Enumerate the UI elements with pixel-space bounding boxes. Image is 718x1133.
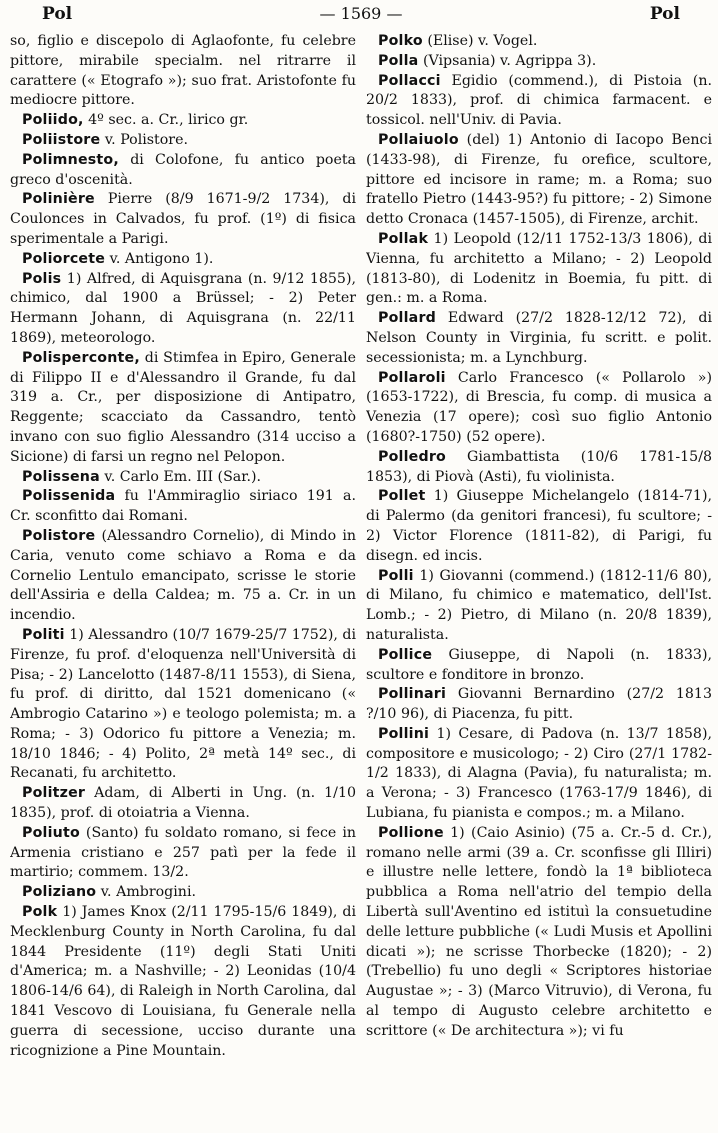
entry-headword: Polimnesto, (22, 151, 119, 168)
entry-headword: Polissenida (22, 488, 116, 505)
header-right-keyword: Pol (649, 4, 680, 24)
dictionary-entry (366, 230, 712, 309)
entry-text: so, figlio e discepolo di Aglaofonte, fu celebre pittore, mirabile specialm. nel ritrarre il carattere (« Etografo »); suo frat. Aristofonte fu mediocre pittore. (10, 33, 356, 109)
dictionary-entry (366, 685, 712, 725)
right-column (366, 32, 712, 1061)
entry-text: 1) Alessandro (10/7 1679-25/7 1752), di Firenze, fu prof. d'eloquenza nell'Università di Pisa; - 2) Lancelotto (1487-8/11 1553), di Siena, fu prof. di diritto, dal 1521 domenicano (« Ambrogio Catarino ») e teologo polemista; m. a Roma; - 3) Odorico fu pittore a Venezia; m. 18/10 1846; - 4) Polito, 2ª metà 14º sec., di Recanati, fu architetto. (10, 626, 356, 782)
entry-text: v. Ambrogini. (96, 884, 196, 901)
dictionary-entry (366, 567, 712, 646)
entry-text: v. Carlo Em. III (Sar.). (99, 468, 262, 485)
entry-headword: Polissena (22, 468, 100, 485)
dictionary-entry (366, 487, 712, 566)
dictionary-entry (10, 784, 356, 824)
dictionary-entry (10, 824, 356, 883)
dictionary-entry (366, 309, 712, 368)
dictionary-entry (366, 725, 712, 824)
dictionary-entry (10, 626, 356, 784)
dictionary-entry (10, 349, 356, 468)
entry-text: Adam, di Alberti in Ung. (n. 1/10 1835), prof. di otoiatria a Vienna. (10, 785, 356, 822)
entry-text: Egidio (commend.), di Pistoia (n. 20/2 1833), prof. di chimica farmacent. e tossicol. nell'Univ. di Pavia. (366, 72, 712, 129)
entry-headword: Pollaroli (378, 369, 446, 386)
entry-text: v. Antigono 1). (105, 250, 214, 267)
page-number: — 1569 — (319, 4, 403, 23)
dictionary-entry (366, 131, 712, 230)
entry-headword: Polli (378, 567, 414, 584)
dictionary-entry (366, 448, 712, 488)
entry-headword: Pollacci (378, 72, 441, 89)
dictionary-entry (10, 487, 356, 527)
entry-headword: Pollard (378, 310, 436, 327)
entry-headword: Polisperconte, (22, 349, 140, 366)
entry-headword: Poliistore (22, 131, 101, 148)
dictionary-entry (366, 32, 712, 52)
running-head (10, 4, 712, 28)
entry-text: (del) 1) Antonio di Iacopo Benci (1433-98), di Firenze, fu orefice, scultore, pittore ed incisore in rame; m. a Roma; suo fratello Pietro (1443-95?) fu pittore; - 2) Simone detto Cronaca (1457-1505), di Firenze, archit. (366, 131, 712, 228)
entry-text: 1) Alfred, di Aquisgrana (n. 9/12 1855), chimico, dal 1900 a Brüssel; - 2) Peter Hermann Johann, di Aquisgrana (n. 22/11 1869), meteorologo. (10, 270, 356, 346)
entry-text: 1) (Caio Asinio) (75 a. Cr.-5 d. Cr.), romano nelle armi (39 a. Cr. sconfisse gli Illiri) e illustre nelle lettere, fondò la 1ª biblioteca pubblica a Roma nell'atrio del tempio della Libertà sull'Aventino ed istituì la consuetudine delle letture pubbliche (« Ludi Musis et Apollini dicati »); ne scrisse Thorbecke (1820); - 2) (Trebellio) fu uno degli « Scriptores historiae Augustae »; - 3) (Marco Vitruvio), di Verona, fu al tempo di Augusto celebre architetto e scrittore (« De architectura »); vi fu (366, 824, 712, 1039)
entry-text: fu l'Ammiraglio siriaco 191 a. Cr. sconfitto dai Romani. (10, 488, 356, 525)
entry-text: Giovanni Bernardino (27/2 1813 ?/10 96), di Piacenza, fu pitt. (366, 686, 712, 723)
dictionary-entry (10, 903, 356, 1061)
entry-headword: Politzer (22, 785, 86, 802)
entry-headword: Pollaiuolo (378, 131, 459, 148)
entry-text: di Stimfea in Epiro, Generale di Filippo II e d'Alessandro il Grande, fu dal 319 a. Cr., per disposizione di Antipatro, Reggente; scacciato da Cassandro, tentò invano con suo figlio Alessandro (314 ucciso a Sicione) di farsi un regno nel Pelopon. (10, 349, 356, 465)
entry-headword: Polis (22, 270, 62, 287)
entry-headword: Polk (22, 904, 58, 921)
entry-text: 4º sec. a. Cr., lirico gr. (83, 112, 249, 129)
entry-text: 1) Giuseppe Michelangelo (1814-71), di Palermo (da genitori francesi), fu scultore; - 2) Victor Florence (1811-82), di Parigi, fu disegn. ed incis. (366, 488, 712, 564)
header-left-keyword: Pol (42, 4, 73, 24)
entry-headword: Polko (378, 33, 423, 49)
entry-headword: Pollini (378, 725, 430, 742)
entry-headword: Polinière (22, 191, 95, 208)
entry-text: v. Polistore. (100, 131, 188, 148)
entry-text: (Vipsania) v. Agrippa 3). (418, 52, 597, 69)
entry-headword: Pollione (378, 824, 444, 841)
dictionary-entry (10, 32, 356, 111)
entry-text: 1) Giovanni (commend.) (1812-11/6 80), di Milano, fu chimico e matematico, dell'Ist. Lomb.; - 2) Pietro, di Milano (n. 20/8 1839), naturalista. (366, 567, 712, 643)
entry-headword: Pollak (378, 230, 429, 247)
dictionary-entry (366, 824, 712, 1042)
entry-text: 1) Leopold (12/11 1752-13/3 1806), di Vienna, fu architetto a Milano; - 2) Leopold (1813-80), di Lodenitz in Boemia, fu pitt. di gen.: m. a Roma. (366, 230, 712, 307)
dictionary-entry (366, 72, 712, 131)
entry-text: Edward (27/2 1828-12/12 72), di Nelson County in Virginia, fu scritt. e polit. secessionista; m. a Lynchburg. (366, 310, 712, 366)
entry-headword: Politi (22, 626, 65, 643)
dictionary-entry (10, 111, 356, 131)
dictionary-entry (10, 250, 356, 270)
dictionary-entry (10, 131, 356, 151)
dictionary-entry (10, 883, 356, 903)
dictionary-entry (366, 646, 712, 686)
dictionary-entry (10, 270, 356, 349)
dictionary-entry (10, 190, 356, 249)
entry-text: di Colofone, fu antico poeta greco d'oscenità. (10, 151, 356, 188)
entry-text: (Alessandro Cornelio), di Mindo in Caria, venuto come schiavo a Roma e da Cornelio Lentulo emancipato, scrisse le storie dell'Assiria e della Caldea; m. 75 a. Cr. in un incendio. (10, 527, 356, 624)
dictionary-entry (366, 369, 712, 448)
dictionary-entry (366, 52, 712, 72)
entry-text: (Elise) v. Vogel. (422, 33, 538, 49)
left-column (10, 32, 356, 1061)
entry-text: 1) Cesare, di Padova (n. 13/7 1858), compositore e musicologo; - 2) Ciro (27/1 1782-1/2 1833), di Alagna (Pavia), fu naturalista; m. a Verona; - 3) Francesco (1763-17/9 1846), di Lubiana, fu pianista e compos.; m. a Milano. (366, 725, 712, 822)
entry-text: Pierre (8/9 1671-9/2 1734), di Coulonces in Calvados, fu prof. (1º) di fisica sperimentale a Parigi. (10, 191, 356, 247)
entry-headword: Pollinari (378, 686, 447, 703)
entry-headword: Pollice (378, 646, 433, 663)
entry-headword: Poliido, (22, 112, 84, 129)
entry-headword: Polledro (378, 448, 446, 465)
entry-text: Giuseppe, di Napoli (n. 1833), scultore e fonditore in bronzo. (366, 646, 712, 683)
entry-text: Carlo Francesco (« Pollarolo ») (1653-1722), di Brescia, fu comp. di musica a Venezia (17 opere); così suo figlio Antonio (1680?-1750) (52 opere). (366, 369, 712, 445)
entry-headword: Polla (378, 52, 419, 69)
entry-text: (Santo) fu soldato romano, si fece in Armenia cristiano e 257 patì per la fede il martirio; commem. 13/2. (10, 824, 356, 881)
entry-headword: Pollet (378, 488, 426, 505)
dictionary-entry (10, 527, 356, 626)
entry-headword: Poliziano (22, 884, 97, 901)
entry-headword: Poliorcete (22, 250, 106, 267)
entry-text: 1) James Knox (2/11 1795-15/6 1849), di Mecklenburg County in North Carolina, fu dal 1844 Presidente (11º) degli Stati Uniti d'America; m. a Nashville; - 2) Leonidas (10/4 1806-14/6 64), di Raleigh in North Carolina, dal 1841 Vescovo di Louisiana, fu Generale nella guerra di secessione, ucciso durante una ricognizione a Pine Mountain. (10, 904, 356, 1059)
dictionary-entry (10, 468, 356, 488)
entry-headword: Polistore (22, 527, 96, 544)
text-columns (10, 32, 712, 1061)
entry-text: Giambattista (10/6 1781-15/8 1853), di Piovà (Asti), fu violinista. (366, 448, 712, 485)
dictionary-entry (10, 151, 356, 191)
entry-headword: Poliuto (22, 824, 80, 841)
